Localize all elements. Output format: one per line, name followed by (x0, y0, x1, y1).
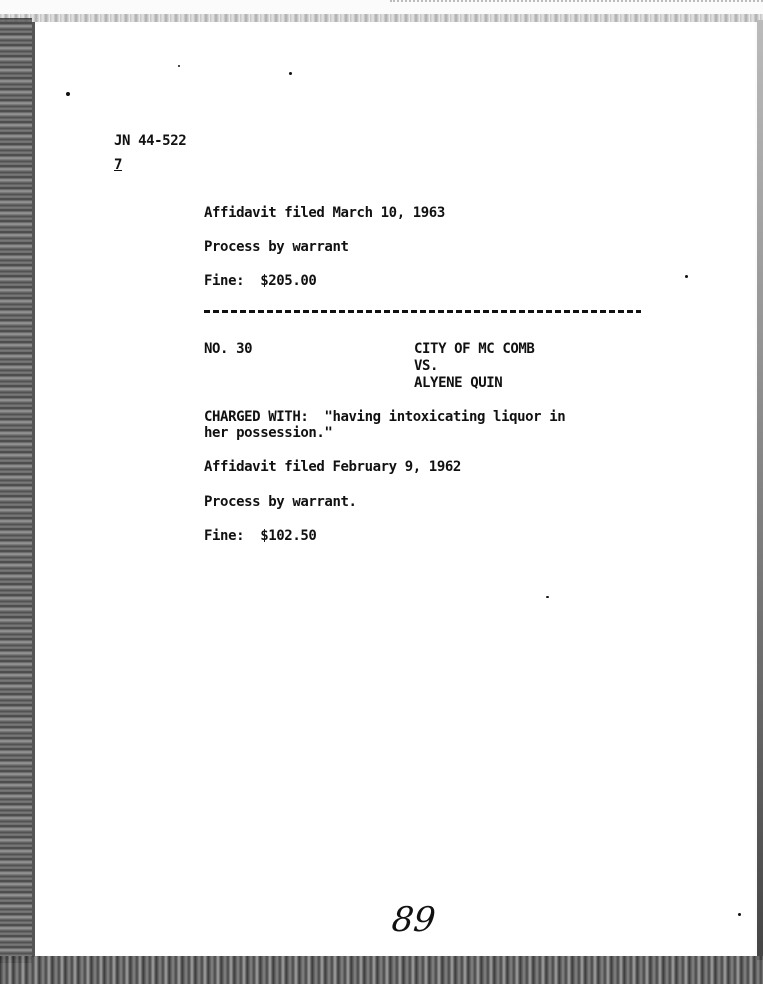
handwritten-page-number: 89 (389, 900, 438, 940)
prev-process-line: Process by warrant (204, 239, 349, 255)
scan-edge-bottom (0, 956, 763, 984)
scan-speck (738, 913, 741, 916)
file-number: JN 44-522 (114, 133, 187, 149)
scan-speck (685, 275, 688, 278)
scan-speck (66, 92, 70, 96)
case-versus: VS. (414, 358, 439, 374)
case-plaintiff: CITY OF MC COMB (414, 341, 535, 357)
case-process-line: Process by warrant. (204, 494, 357, 510)
scan-edge-left (0, 18, 32, 963)
scan-edge-top (0, 14, 763, 22)
scan-speck (178, 65, 180, 67)
section-separator (204, 310, 641, 313)
prev-fine-line: Fine: $205.00 (204, 273, 317, 289)
charge-line-1: CHARGED WITH: "having intoxicating liquor in (204, 409, 566, 425)
scan-speck (289, 72, 292, 75)
charge-line-2: her possession." (204, 425, 333, 441)
scan-edge-dotted (390, 0, 763, 6)
page-index: 7 (114, 157, 123, 173)
case-fine-line: Fine: $102.50 (204, 528, 317, 544)
case-defendant: ALYENE QUIN (414, 375, 503, 391)
scan-edge-right (757, 20, 763, 960)
document-page (35, 22, 755, 956)
prev-affidavit-line: Affidavit filed March 10, 1963 (204, 205, 445, 221)
case-number: NO. 30 (204, 341, 253, 357)
case-affidavit-line: Affidavit filed February 9, 1962 (204, 459, 461, 475)
scan-speck (546, 596, 549, 598)
